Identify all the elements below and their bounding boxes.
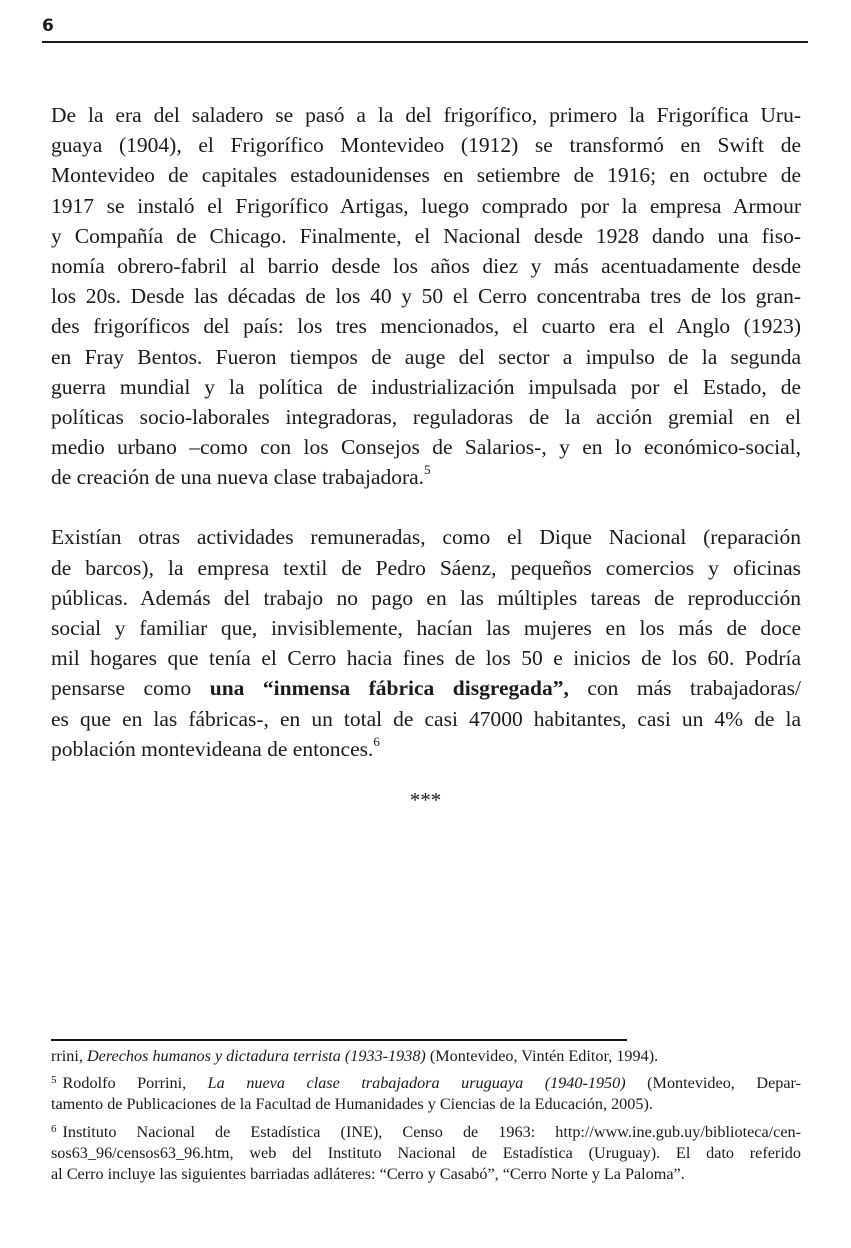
text-fragment: Rodolfo Porrini, [62, 1074, 208, 1093]
footnote-line [51, 1122, 801, 1143]
text-fragment: población montevideana de entonces. [51, 736, 374, 761]
footnote-line [51, 1073, 801, 1094]
footnote-line [51, 1046, 801, 1067]
text-line: Montevideo de capitales estadounidenses en setiembre de 1916; en octubre de [51, 163, 801, 188]
paragraph-2 [51, 522, 801, 764]
text-line: des frigoríficos del país: los tres mencionados, el cuarto era el Anglo (1923) [51, 314, 801, 339]
text-fragment: (Montevideo, Depar- [625, 1074, 801, 1093]
text-line: 1917 se instaló el Frigorífico Artigas, luego comprado por la empresa Armour [51, 193, 801, 218]
footnote-number: 6 [51, 1122, 57, 1135]
footnote-divider [51, 1039, 627, 1041]
text-line: De la era del saladero se pasó a la del frigorífico, primero la Frigorífica Uru- [51, 103, 801, 127]
text-line: de barcos), la empresa textil de Pedro Sáenz, pequeños comercios y oficinas [51, 555, 801, 580]
footnote-link-text[interactable]: Instituto Nacional de Estadística (INE), Censo de 1963: http://www.ine.gub.uy/biblioteca/cen- [62, 1122, 801, 1141]
footnote-5 [51, 1073, 801, 1115]
text-line: los 20s. Desde las décadas de los 40 y 50 el Cerro concentraba tres de los gran- [51, 284, 801, 309]
text-line-last [51, 734, 801, 764]
text-fragment: (Montevideo, Vintén Editor, 1994). [425, 1047, 659, 1065]
footnote-6 [51, 1122, 801, 1186]
text-line: guerra mundial y la política de industrialización impulsada por el Estado, de [51, 374, 801, 399]
text-line: nomía obrero-fabril al barrio desde los años diez y más acentuadamente desde [51, 253, 801, 278]
footnote-number: 5 [51, 1074, 57, 1087]
text-fragment: rrini, [51, 1047, 87, 1065]
text-line: es que en las fábricas-, en un total de casi 47000 habitantes, casi un 4% de la [51, 706, 801, 731]
text-line: públicas. Además del trabajo no pago en las múltiples tareas de reproducción [51, 585, 801, 610]
page-header [42, 14, 808, 43]
text-line: Existían otras actividades remuneradas, como el Dique Nacional (reparación [51, 525, 801, 550]
footnote-line: al Cerro incluye las siguientes barriadas adláteres: “Cerro y Casabó”, “Cerro Norte y La Paloma”. [51, 1164, 685, 1183]
text-line: en Fray Bentos. Fueron tiempos de auge del sector a impulso de la segunda [51, 344, 801, 369]
text-line: social y familiar que, invisiblemente, hacían las mujeres en los más de doce [51, 616, 801, 640]
section-break: *** [409, 788, 442, 812]
text-line: y Compañía de Chicago. Finalmente, el Nacional desde 1928 dando una fiso- [51, 223, 801, 248]
text-line-with-emphasis [51, 673, 801, 703]
footnote-line: sos63_96/censos63_96.htm, web del Instituto Nacional de Estadística (Uruguay). El dato referido [51, 1143, 801, 1162]
text-line: políticas socio-laborales integradoras, reguladoras de la acción gremial en el [51, 404, 801, 429]
text-fragment: de creación de una nueva clase trabajadora. [51, 465, 425, 490]
footnote-continuation [51, 1046, 801, 1067]
book-title: Derechos humanos y dictadura terrista (1933-1938) [86, 1047, 426, 1065]
text-line: medio urbano –como con los Consejos de Salarios-, y en lo económico-social, [51, 435, 801, 460]
text-line: mil hogares que tenía el Cerro hacia fines de los 50 e inicios de los 60. Podría [51, 646, 801, 671]
text-line-last [51, 462, 801, 492]
paragraph-1 [51, 100, 801, 492]
book-title: La nueva clase trabajadora uruguaya (1940-1950) [207, 1074, 626, 1093]
text-fragment: con más trabajadoras/ [568, 676, 801, 701]
bold-phrase: una “inmensa fábrica disgregada”, [209, 676, 569, 701]
footnote-reference-5[interactable]: 5 [424, 462, 431, 478]
text-line: guaya (1904), el Frigorífico Montevideo (1912) se transformó en Swift de [51, 133, 801, 158]
footnote-reference-6[interactable]: 6 [373, 733, 380, 749]
page-number: 6 [42, 16, 54, 36]
text-fragment: pensarse como [51, 676, 210, 701]
footnote-line: tamento de Publicaciones de la Facultad de Humanidades y Ciencias de la Educación, 2005). [51, 1095, 653, 1114]
footnotes [51, 1046, 801, 1185]
body-text [51, 100, 801, 764]
